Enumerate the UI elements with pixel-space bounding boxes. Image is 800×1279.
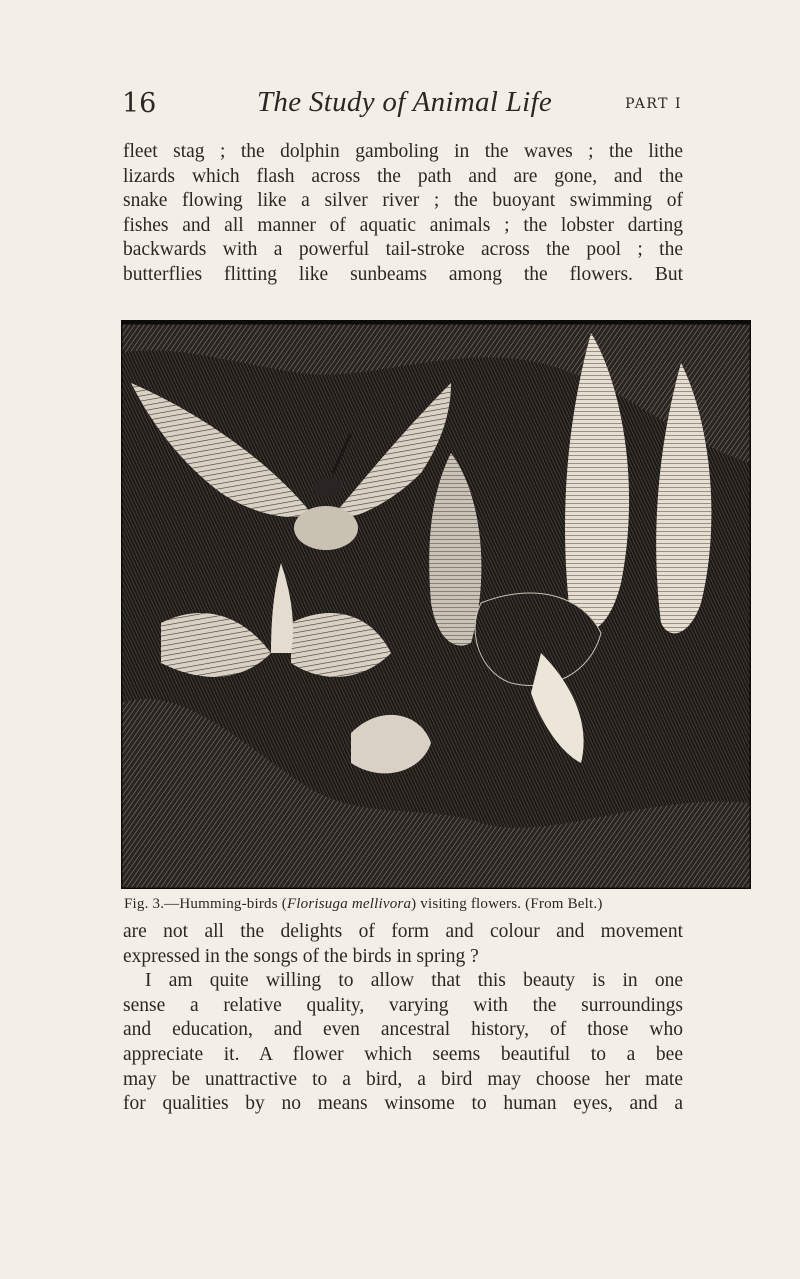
running-head xyxy=(122,84,682,124)
text-line: expressed in the songs of the birds in spring ? xyxy=(123,945,479,967)
text-line: appreciate it. A flower which seems beautiful to a bee xyxy=(123,1043,683,1065)
text-line: backwards with a powerful tail-stroke across the pool ; the xyxy=(123,239,683,261)
page-number: 16 xyxy=(122,88,157,119)
caption-suffix: ) visiting flowers. (From Belt.) xyxy=(411,896,603,912)
text-line: sense a relative quality, varying with the surroundings xyxy=(123,994,683,1016)
paragraph-bottom xyxy=(123,920,683,1117)
running-title: The Study of Animal Life xyxy=(257,86,553,118)
text-line: and education, and even ancestral history, of those who xyxy=(123,1019,683,1041)
paragraph-top xyxy=(123,140,683,288)
text-line: fleet stag ; the dolphin gamboling in the waves ; the lithe xyxy=(123,141,683,162)
engraving-illustration xyxy=(121,323,751,889)
text-line: are not all the delights of form and colour and movement xyxy=(123,921,683,942)
hummingbird-engraving xyxy=(121,320,751,889)
text-line: may be unattractive to a bird, a bird may choose her mate xyxy=(123,1068,683,1090)
part-label: PART I xyxy=(625,96,682,112)
text-line: butterflies flitting like sunbeams among the flowers. But xyxy=(123,263,683,285)
text-line: fishes and all manner of aquatic animals ; the lobster darting xyxy=(123,214,683,236)
text-line: snake flowing like a silver river ; the buoyant swimming of xyxy=(123,190,683,212)
text-line: I am quite willing to allow that this beauty is in one xyxy=(145,970,683,992)
caption-latin-name: Florisuga mellivora xyxy=(286,896,412,912)
text-line: for qualities by no means winsome to human eyes, and a xyxy=(123,1093,683,1115)
caption-prefix: Fig. 3.—Humming-birds ( xyxy=(124,896,287,912)
figure-caption xyxy=(124,896,744,913)
text-line: lizards which flash across the path and are gone, and the xyxy=(123,165,683,187)
